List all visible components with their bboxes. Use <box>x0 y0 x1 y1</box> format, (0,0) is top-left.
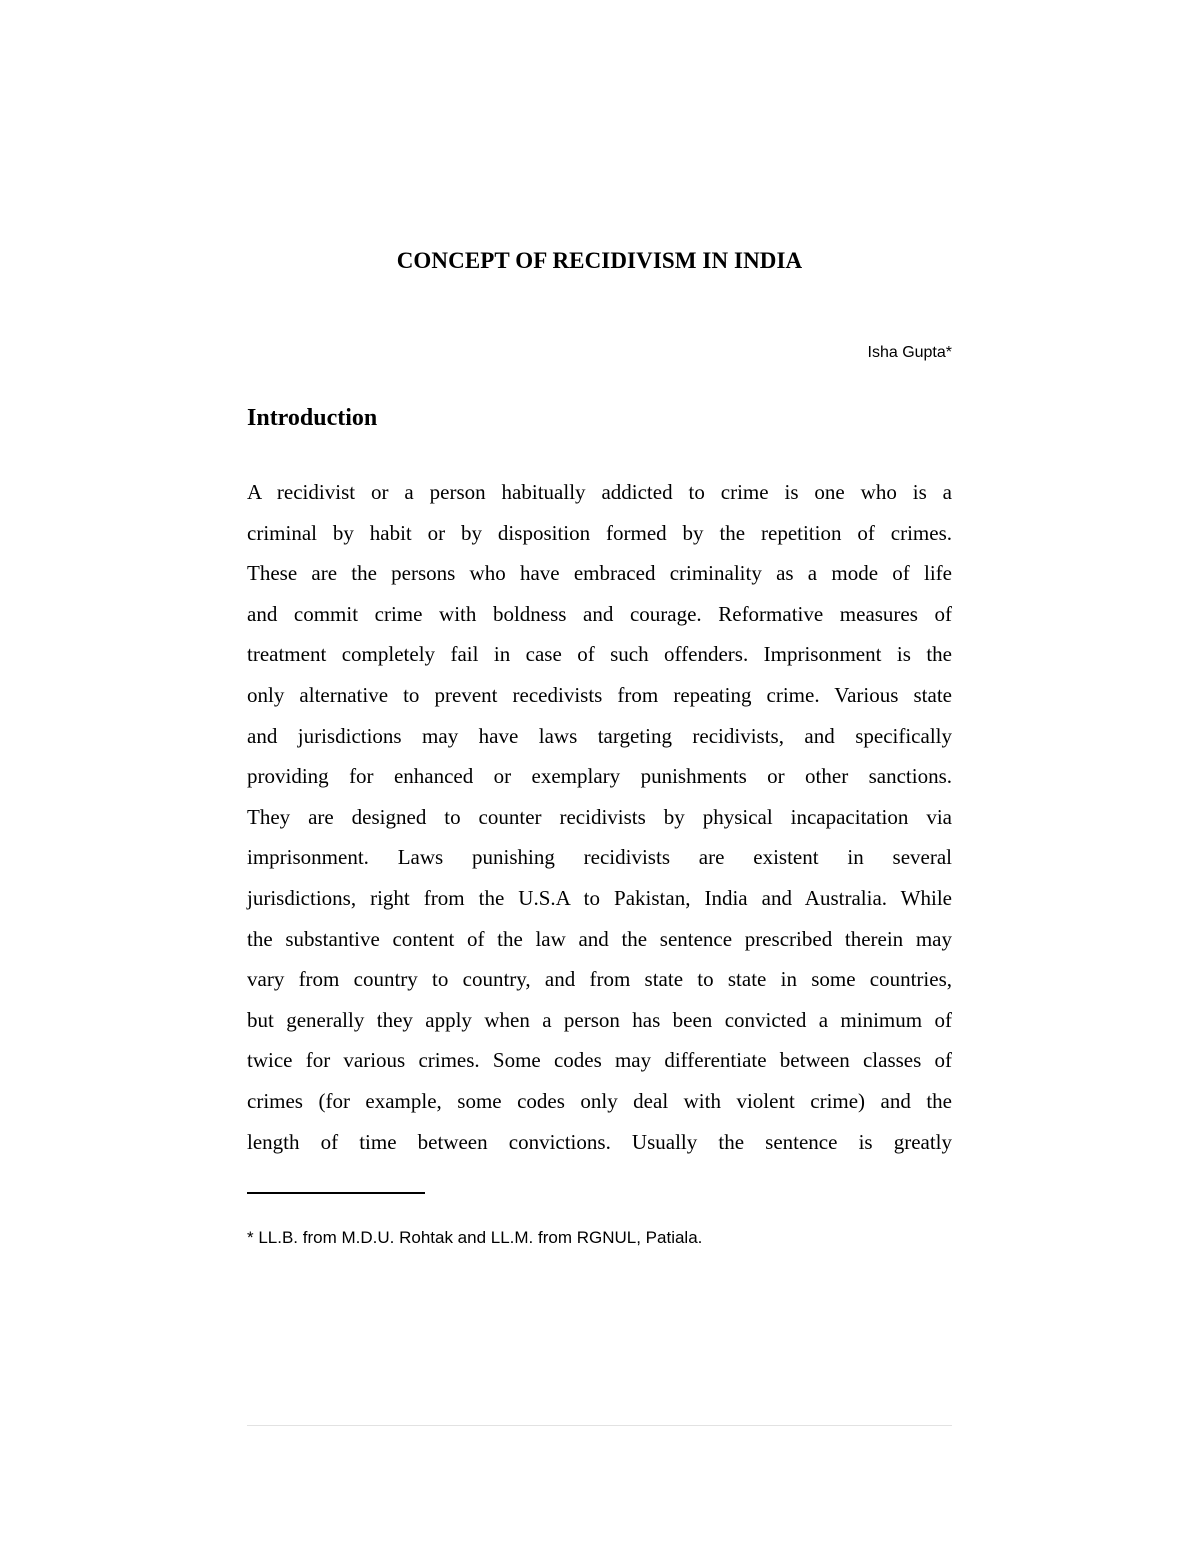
body-line: the substantive content of the law and the sentence prescribed therein may <box>247 926 952 951</box>
body-line: These are the persons who have embraced criminality as a mode of life <box>247 561 952 586</box>
page-bottom-divider <box>247 1425 952 1426</box>
paper-title: CONCEPT OF RECIDIVISM IN INDIA <box>396 248 803 273</box>
body-line: and commit crime with boldness and courage. Reformative measures of <box>247 601 952 626</box>
body-line: and jurisdictions may have laws targeting recidivists, and specifically <box>247 723 952 748</box>
body-line: twice for various crimes. Some codes may differentiate between classes of <box>247 1048 952 1073</box>
body-line: vary from country to country, and from state to state in some countries, <box>247 967 952 992</box>
footnote-text: * LL.B. from M.D.U. Rohtak and LL.M. from RGNUL, Patiala. <box>247 1228 703 1247</box>
body-line: A recidivist or a person habitually addicted to crime is one who is a <box>247 480 952 504</box>
body-line: length of time between convictions. Usually the sentence is greatly <box>247 1129 952 1154</box>
body-line: only alternative to prevent recedivists from repeating crime. Various state <box>247 682 952 707</box>
body-line: imprisonment. Laws punishing recidivists are existent in several <box>247 845 952 870</box>
footnote-separator <box>247 1192 425 1194</box>
body-line: crimes (for example, some codes only deal with violent crime) and the <box>247 1088 952 1113</box>
body-line: They are designed to counter recidivists by physical incapacitation via <box>247 804 952 829</box>
body-line: providing for enhanced or exemplary punishments or other sanctions. <box>247 764 952 789</box>
author-name: Isha Gupta* <box>867 344 952 361</box>
body-line: jurisdictions, right from the U.S.A to Pakistan, India and Australia. While <box>247 885 952 910</box>
body-line: treatment completely fail in case of such offenders. Imprisonment is the <box>247 642 952 667</box>
section-heading: Introduction <box>247 405 378 431</box>
body-paragraph <box>247 472 952 1162</box>
body-line: but generally they apply when a person has been convicted a minimum of <box>247 1007 952 1032</box>
body-line: criminal by habit or by disposition formed by the repetition of crimes. <box>247 520 952 545</box>
